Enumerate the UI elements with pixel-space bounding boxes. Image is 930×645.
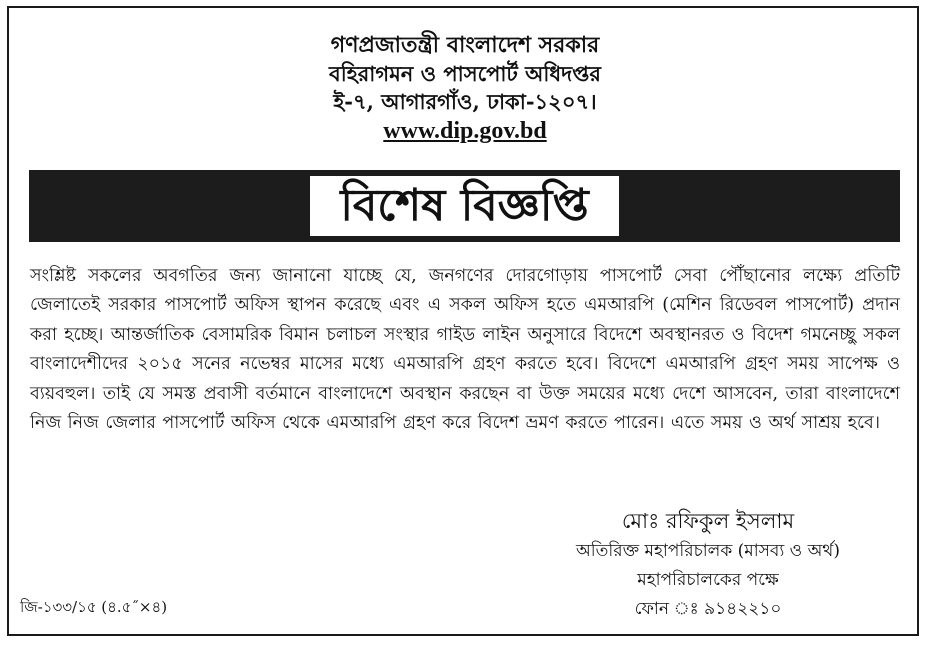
signatory-designation: অতিরিক্ত মহাপরিচালক (মাসব্য ও অর্থ) bbox=[576, 541, 840, 561]
notice-header bbox=[0, 30, 930, 146]
government-name: গণপ্রজাতন্ত্রী বাংলাদেশ সরকার bbox=[330, 32, 600, 58]
reference-code: জি-১৩৩/১৫ (৪.৫˝×৪) bbox=[20, 598, 168, 616]
signatory-on-behalf: মহাপরিচালকের পক্ষে bbox=[637, 570, 779, 590]
department-name: বহিরাগমন ও পাসপোর্ট অধিদপ্তর bbox=[329, 61, 601, 86]
notice-body: সংশ্লিষ্ট সকলের অবগতির জন্য জানানো যাচ্ছে যে, জনগণের দোরগোড়ায় পাসপোর্ট সেবা পৌঁছানোর লক্ষ্যে প্রতিটি জেলাতেই সরকার পাসপোর্ট অফিস স্থাপন করেছে এবং এ সকল অফিস হতে এমআরপি (মেশিন রিডেবল পাসপোর্ট) প্রদান করা হচ্ছে। আন্তর্জাতিক বেসামরিক বিমান চলাচল সংস্থার গাইড লাইন অনুসারে বিদেশে অবস্থানরত ও বিদেশ গমনেচ্ছু সকল বাংলাদেশীদের ২০১৫ সনের নভেম্বর মাসের মধ্যে এমআরপি গ্রহণ করতে হবে। বিদেশে এমআরপি গ্রহণ সময় সাপেক্ষ ও ব্যয়বহুল। তাই যে সমস্ত প্রবাসী বর্তমানে বাংলাদেশে অবস্থান করছেন বা উক্ত সময়ের মধ্যে দেশে আসবেন, তারা বাংলাদেশে নিজ নিজ জেলার পাসপোর্ট অফিস থেকে এমআরপি গ্রহণ করে বিদেশ ভ্রমণ করতে পারেন। এতে সময় ও অর্থ সাশ্রয় হবে। bbox=[30, 266, 900, 434]
office-address: ই-৭, আগারগাঁও, ঢাকা-১২০৭। bbox=[333, 89, 597, 114]
title-banner bbox=[29, 170, 900, 242]
notice-title: বিশেষ বিজ্ঞপ্তি bbox=[310, 176, 618, 236]
signature-block bbox=[518, 505, 898, 624]
website-link[interactable]: www.dip.gov.bd bbox=[383, 118, 547, 144]
signatory-name: মোঃ রফিকুল ইসলাম bbox=[621, 509, 795, 533]
contact-phone: ফোন ঃ ৯১৪২২১০ bbox=[634, 599, 782, 619]
